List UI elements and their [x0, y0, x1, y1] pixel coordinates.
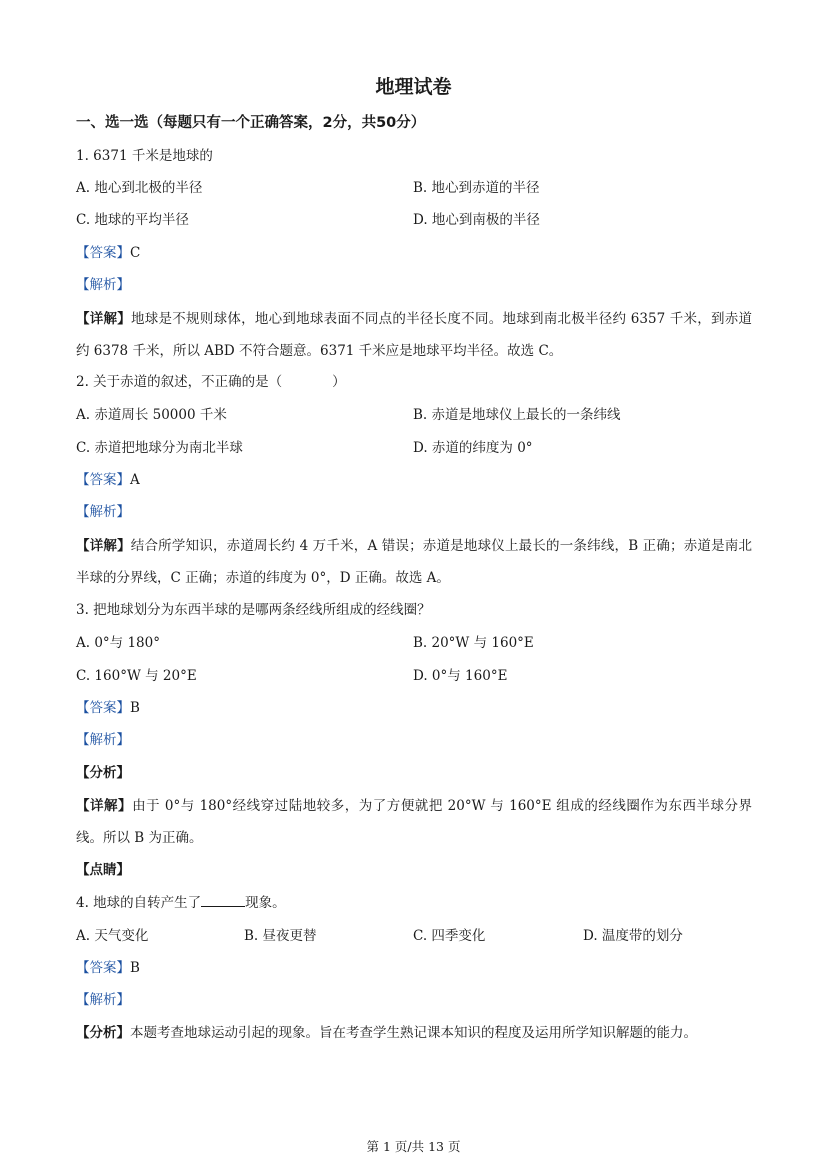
q4-fenxi-text: 本题考查地球运动引起的现象。旨在考查学生熟记课本知识的程度及运用所学知识解题的能力。: [130, 1025, 697, 1041]
q4-option-c: C. 四季变化: [413, 928, 486, 944]
q3-option-d: D. 0°与 160°E: [413, 668, 508, 684]
q1-answer-value: C: [130, 245, 141, 261]
q4-fenxi: [76, 1024, 697, 1042]
fenxi-label: 【分析】: [76, 1025, 130, 1041]
q3-detail: [76, 790, 752, 854]
q1-answer-row: [76, 244, 140, 262]
q2-analysis-label: 【解析】: [76, 504, 130, 520]
q2-option-b: B. 赤道是地球仪上最长的一条纬线: [413, 407, 621, 423]
answer-label: 【答案】: [76, 700, 130, 716]
q3-answer-value: B: [130, 700, 140, 716]
question-3-stem: 3. 把地球划分为东西半球的是哪两条经线所组成的经线圈？: [76, 602, 431, 618]
q4-answer-value: B: [130, 960, 140, 976]
q3-detail-text: 由于 0°与 180°经线穿过陆地较多，为了方便就把 20°W 与 160°E 组成的经线圈作为东西半球分界线。所以 B 为正确。: [76, 798, 753, 846]
q2-answer-value: A: [130, 472, 140, 488]
q2-stem-post: ）: [332, 374, 346, 390]
q3-option-b: B. 20°W 与 160°E: [413, 635, 534, 651]
q4-answer-row: [76, 959, 140, 977]
q1-analysis-label: 【解析】: [76, 277, 130, 293]
q4-stem-pre: 4. 地球的自转产生了: [76, 895, 202, 911]
detail-label: 【详解】: [76, 538, 131, 554]
q4-option-b: B. 昼夜更替: [244, 928, 317, 944]
q1-detail: [76, 303, 752, 367]
q2-stem-pre: 2. 关于赤道的叙述，不正确的是（: [76, 374, 283, 390]
answer-label: 【答案】: [76, 245, 130, 261]
q2-option-d: D. 赤道的纬度为 0°: [413, 440, 533, 456]
q3-answer-row: [76, 699, 140, 717]
q2-answer-row: [76, 471, 140, 489]
q2-option-a: A. 赤道周长 50000 千米: [76, 407, 227, 423]
q1-option-c: C. 地球的平均半径: [76, 212, 189, 228]
q3-fenxi-label: 【分析】: [76, 765, 130, 781]
q3-option-c: C. 160°W 与 20°E: [76, 668, 197, 684]
answer-label: 【答案】: [76, 472, 130, 488]
detail-label: 【详解】: [76, 798, 133, 814]
q4-stem-post: 现象。: [245, 895, 286, 911]
q2-detail-text: 结合所学知识，赤道周长约 4 万千米，A 错误；赤道是地球仪上最长的一条纬线，B 正确；赤道是南北半球的分界线，C 正确；赤道的纬度为 0°，D 正确。故选 A。: [76, 538, 752, 586]
fill-in-blank: [201, 894, 245, 907]
q1-option-a: A. 地心到北极的半径: [76, 180, 203, 196]
q2-option-c: C. 赤道把地球分为南北半球: [76, 440, 243, 456]
detail-label: 【详解】: [76, 311, 132, 327]
q4-analysis-label: 【解析】: [76, 992, 130, 1008]
document-title: 地理试卷: [375, 76, 452, 98]
q3-dianjing-label: 【点睛】: [76, 862, 130, 878]
q4-option-d: D. 温度带的划分: [583, 928, 683, 944]
question-2-stem: [76, 373, 346, 391]
q1-option-b: B. 地心到赤道的半径: [413, 180, 540, 196]
q1-option-d: D. 地心到南极的半径: [413, 212, 540, 228]
q1-detail-text: 地球是不规则球体，地心到地球表面不同点的半径长度不同。地球到南北极半径约 6357 千米，到赤道约 6378 千米，所以 ABD 不符合题意。6371 千米应是地球平均半径。故选 C。: [76, 311, 752, 359]
page-footer: 第 1 页/共 13 页: [366, 1139, 461, 1154]
answer-label: 【答案】: [76, 960, 130, 976]
question-4-stem: [76, 894, 286, 912]
question-1-stem: 1. 6371 千米是地球的: [76, 148, 213, 164]
q4-option-a: A. 天气变化: [76, 928, 149, 944]
q2-detail: [76, 530, 752, 594]
q3-analysis-label: 【解析】: [76, 732, 130, 748]
q3-option-a: A. 0°与 180°: [76, 635, 160, 651]
section-heading: 一、选一选（每题只有一个正确答案，2分，共50分）: [76, 115, 426, 131]
